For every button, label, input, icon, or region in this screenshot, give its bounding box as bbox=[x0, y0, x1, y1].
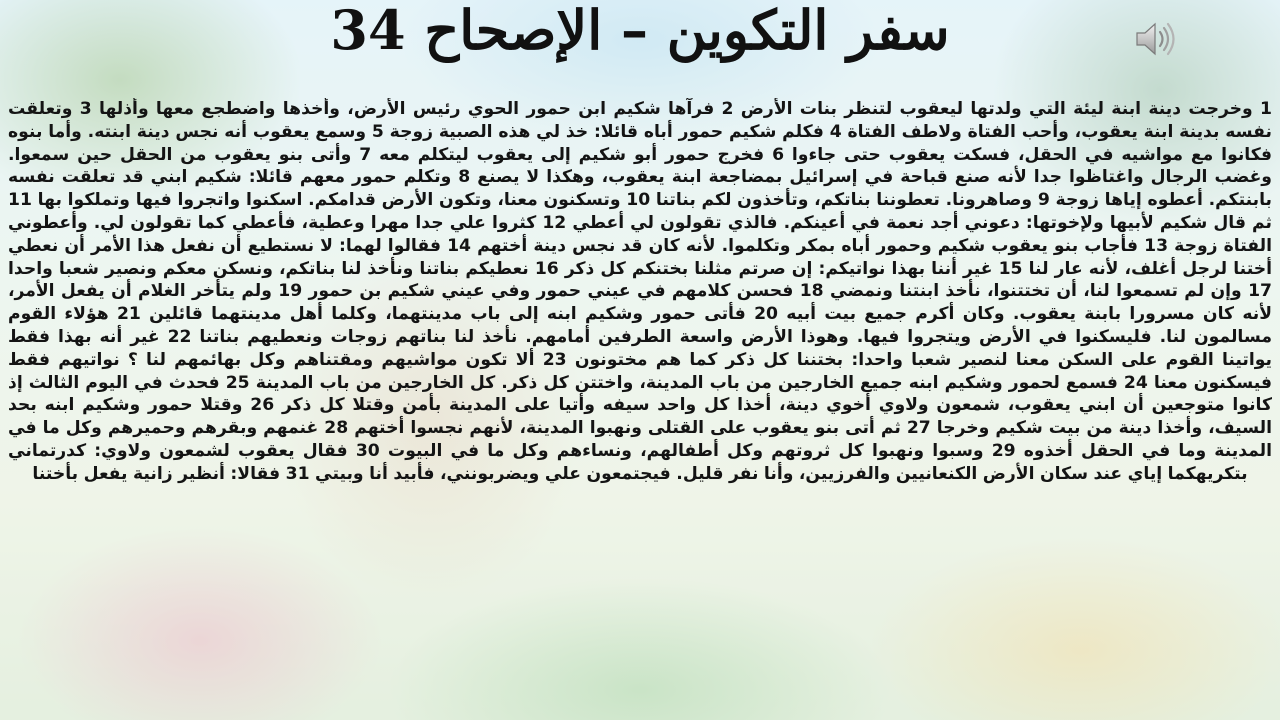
slide-title: سفر التكوين – الإصحاح 34 bbox=[330, 0, 950, 62]
chapter-text: 1 وخرجت دينة ابنة ليئة التي ولدتها ليعقوب لتنظر بنات الأرض 2 فرآها شكيم ابن حمور الحوي رئيس الأرض، وأخذها واضطجع معها وأذلها 3 وتعلقت نفسه بدينة ابنة يعقوب، وأحب الفتاة ولاطف الفتاة 4 فكلم شكيم حمور أباه قائلا: خذ لي هذه الصبية زوجة 5 وسمع يعقوب أنه نجس دينة ابنته. وأما بنوه فكانوا مع مواشيه في الحقل، فسكت يعقوب حتى جاءوا 6 فخرج حمور أبو شكيم إلى يعقوب ليتكلم معه 7 وأتى بنو يعقوب من الحقل حين سمعوا. وغضب الرجال واغتاظوا جدا لأنه صنع قباحة في إسرائيل بمضاجعة ابنة يعقوب، وهكذا لا يصنع 8 وتكلم حمور معهم قائلا: شكيم ابني قد تعلقت نفسه بابنتكم. أعطوه إياها زوجة 9 وصاهرونا. تعطوننا بناتكم، وتأخذون لكم بناتنا 10 وتسكنون معنا، وتكون الأرض قدامكم. اسكنوا واتجروا فيها وتملكوا بها 11 ثم قال شكيم لأبيها ولإخوتها: دعوني أجد نعمة في أعينكم. فالذي تقولون لي أعطي 12 كثروا علي جدا مهرا وعطية، فأعطي كما تقولون لي. وأعطوني الفتاة زوجة 13 فأجاب بنو يعقوب شكيم وحمور أباه بمكر وتكلموا. لأنه كان قد نجس دينة أختهم 14 فقالوا لهما: لا نستطيع أن نفعل هذا الأمر أن نعطي أختنا لرجل أغلف، لأنه عار لنا 15 غير أننا بهذا نواتيكم: إن صرتم مثلنا بختنكم كل ذكر 16 نعطيكم بناتنا ونأخذ لنا بناتكم، ونسكن معكم ونصير شعبا واحدا 17 وإن لم تسمعوا لنا، أن تختتنوا، نأخذ ابنتنا ونمضي 18 فحسن كلامهم في عيني حمور وفي عيني شكيم بن حمور 19 ولم يتأخر الغلام أن يفعل الأمر، لأنه كان مسرورا بابنة يعقوب. وكان أكرم جميع بيت أبيه 20 فأتى حمور وشكيم ابنه إلى باب مدينتهما، وكلما أهل مدينتهما قائلين 21 هؤلاء القوم مسالمون لنا. فليسكنوا في الأرض ويتجروا فيها. وهوذا الأرض واسعة الطرفين أمامهم. نأخذ لنا بناتهم زوجات ونعطيهم بناتنا 22 غير أنه بهذا فقط يواتينا القوم على السكن معنا لنصير شعبا واحدا: بختننا كل ذكر كما هم مختونون 23 ألا تكون مواشيهم ومقتناهم وكل بهائمهم لنا ؟ نواتيهم فقط فيسكنون معنا 24 فسمع لحمور وشكيم ابنه جميع الخارجين من باب المدينة، واختتن كل ذكر. كل الخارجين من باب المدينة 25 فحدث في اليوم الثالث إذ كانوا متوجعين أن ابني يعقوب، شمعون ولاوي أخوي دينة، أخذا كل واحد سيفه وأتيا على المدينة بأمن وقتلا كل ذكر 26 وقتلا حمور وشكيم ابنه بحد السيف، وأخذا دينة من بيت شكيم وخرجا 27 ثم أتى بنو يعقوب على القتلى ونهبوا المدينة، لأنهم نجسوا أختهم 28 غنمهم وبقرهم وحميرهم وكل ما في المدينة وما في الحقل أخذوه 29 وسبوا ونهبوا كل ثروتهم وكل أطفالهم، ونساءهم وكل ما في البيوت 30 فقال يعقوب لشمعون ولاوي: كدرتماني بتكريهكما إياي عند سكان الأرض الكنعانيين والفرزيين، وأنا نفر قليل. فيجتمعون علي ويضربونني، فأبيد أنا وبيتي 31 فقالا: أنظير زانية يفعل بأختنا bbox=[8, 99, 1272, 484]
speaker-icon[interactable] bbox=[1133, 18, 1179, 60]
speaker-icon-graphic bbox=[1133, 18, 1179, 60]
